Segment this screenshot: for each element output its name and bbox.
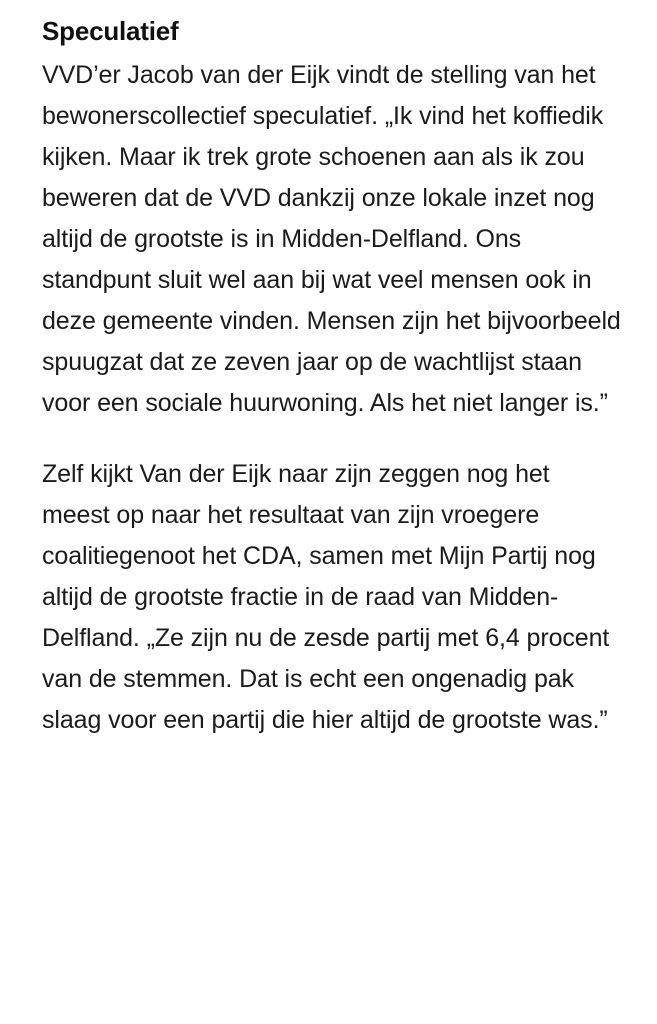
article-paragraph: Zelf kijkt Van der Eijk naar zijn zeggen nog het meest op naar het resultaat van zijn vroegere coalitiegenoot het CDA, samen met Mijn Partij nog altijd de grootste fractie in de raad van Midden-Delfland. „Ze zijn nu de zesde partij met 6,4 procent van de stemmen. Dat is echt een ongenadig pak slaag voor een partij die hier altijd de grootste was.” [42, 460, 610, 735]
article-section-heading: Speculatief [42, 16, 179, 46]
article-paragraph: VVD’er Jacob van der Eijk vindt de stelling van het bewonerscollectief speculatief. „Ik vind het koffiedik kijken. Maar ik trek grote schoenen aan als ik zou beweren dat de VVD dankzij onze lokale inzet nog altijd de grootste is in Midden-Delfland. Ons standpunt sluit wel aan bij wat veel mensen ook in deze gemeente vinden. Mensen zijn het bijvoorbeeld spuugzat dat ze zeven jaar op de wachtlijst staan voor een sociale huurwoning. Als het niet langer is.” [42, 61, 621, 418]
